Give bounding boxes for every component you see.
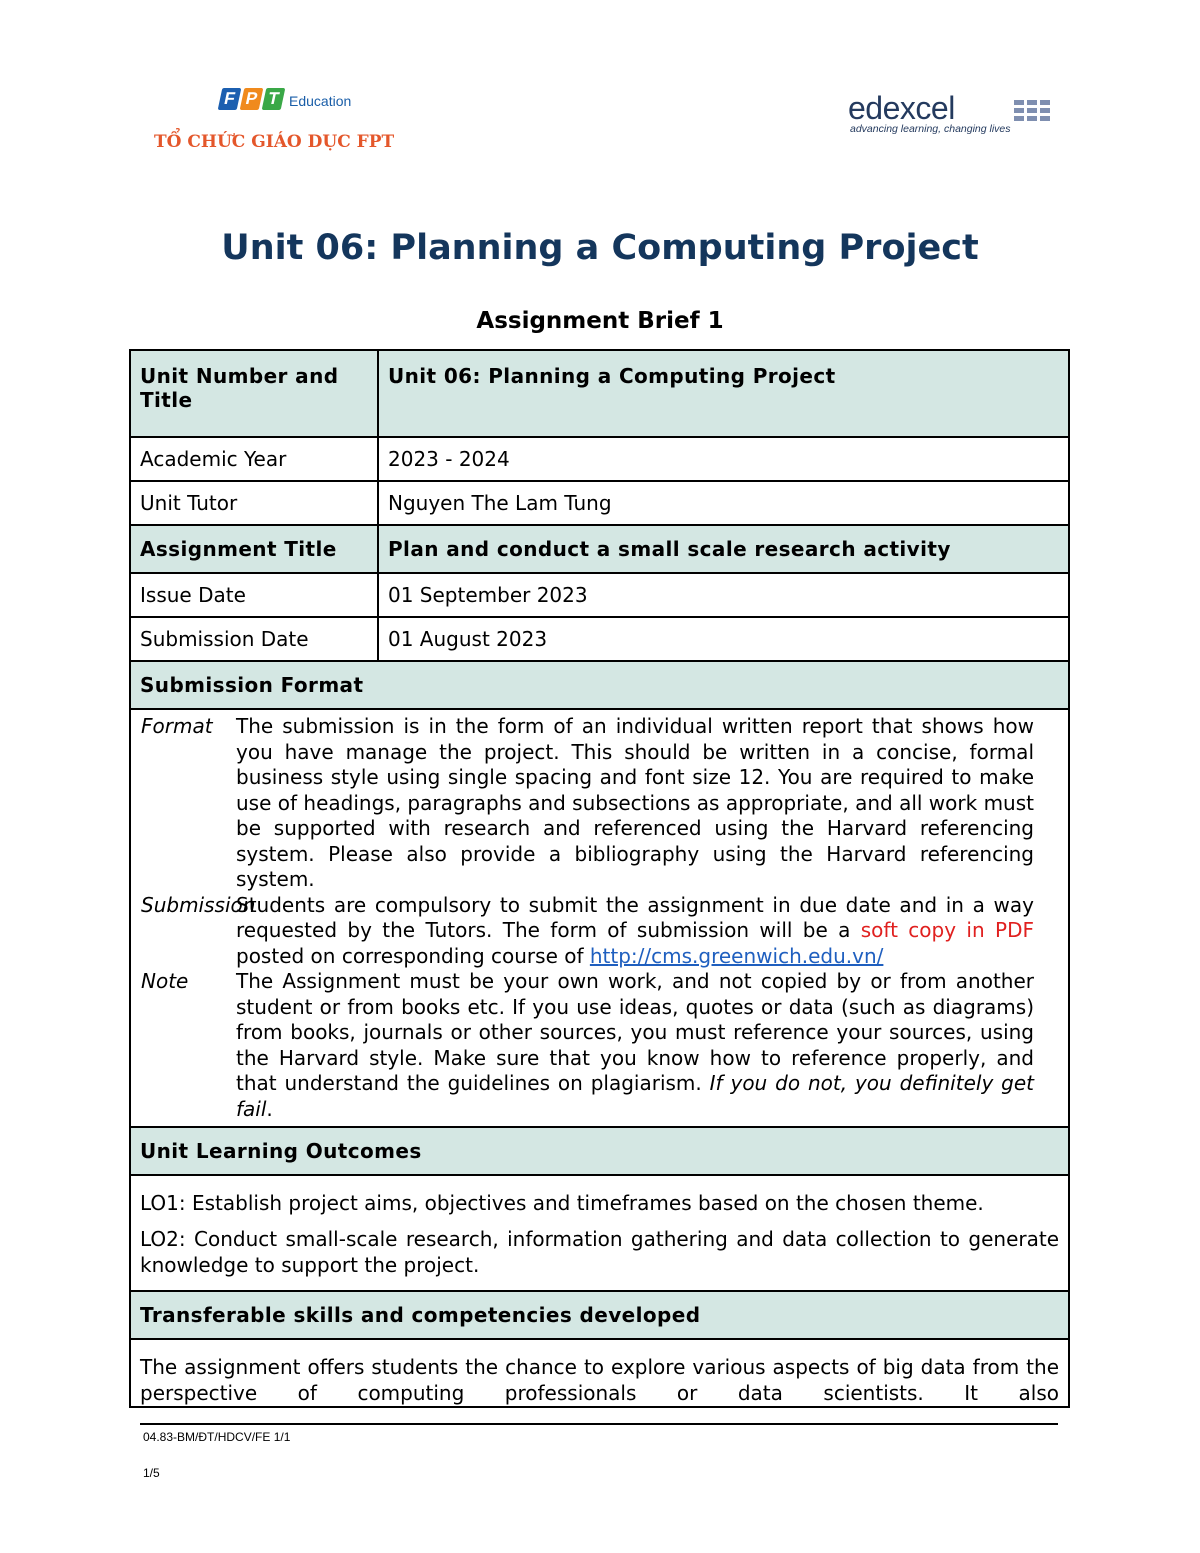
edexcel-wordmark: edexcel [848, 90, 955, 126]
submission-date-label: Submission Date [130, 617, 378, 661]
table-row [130, 481, 1069, 525]
footer-divider [140, 1423, 1058, 1425]
submission-label: Submission [141, 892, 256, 917]
fpt-mark [220, 88, 283, 110]
fpt-letter-p: P [240, 88, 264, 110]
unit-tutor-label: Unit Tutor [130, 481, 378, 525]
fpt-education-logo [152, 88, 432, 158]
table-row [130, 709, 1069, 1127]
academic-year-label: Academic Year [130, 437, 378, 481]
transferable-skills-header: Transferable skills and competencies developed [130, 1291, 1069, 1339]
fpt-letter-f: F [218, 88, 242, 110]
submission-text [236, 893, 1034, 970]
submission-text-part-2: posted on corresponding course of [236, 943, 590, 968]
submission-format-body [131, 710, 1068, 1126]
format-text: The submission is in the form of an individual written report that shows how you have manage the project. This should be written in a concise, formal business style using single spacing and font size 12. You are required to make use of headings, paragraphs and subsections as appropriate, and all work must be supported with research and referenced using the Harvard referencing system. Please also provide a bibliography using the Harvard referencing system. [236, 714, 1034, 891]
learning-outcomes-cell [130, 1175, 1069, 1291]
unit-value: Unit 06: Planning a Computing Project [378, 350, 1069, 437]
assignment-title-value: Plan and conduct a small scale research activity [378, 525, 1069, 573]
note-text [236, 969, 1034, 1122]
note-row [141, 969, 1068, 1122]
note-text-body: The Assignment must be your own work, and not copied by or from another student or from books etc. If you use ideas, quotes or data (such as diagrams) from books, journals or other sources, you must reference your sources, using the Harvard style. Make sure that you know how to reference properly, and that understand the guidelines on plagiarism. [236, 969, 1034, 1095]
table-row [130, 1291, 1069, 1339]
table-row [130, 661, 1069, 709]
submission-format-cell [130, 709, 1069, 1127]
table-row [130, 617, 1069, 661]
fpt-organization-name: TỔ CHỨC GIÁO DỤC FPT [154, 132, 395, 152]
assignment-title-label: Assignment Title [130, 525, 378, 573]
edexcel-logo [848, 90, 1058, 144]
assignment-brief-title: Assignment Brief 1 [476, 308, 724, 334]
learning-outcome-1: LO1: Establish project aims, objectives and timeframes based on the chosen theme. [140, 1191, 984, 1215]
fpt-education-word: Education [289, 93, 352, 109]
format-row [141, 714, 1068, 893]
note-end: . [266, 1096, 273, 1121]
table-row [130, 437, 1069, 481]
submission-date-value: 01 August 2023 [378, 617, 1069, 661]
document-code: 04.83-BM/ĐT/HDCV/FE 1/1 [143, 1430, 291, 1444]
table-row [130, 573, 1069, 617]
issue-date-value: 01 September 2023 [378, 573, 1069, 617]
table-row [130, 525, 1069, 573]
cms-link[interactable]: http://cms.greenwich.edu.vn/ [589, 943, 884, 968]
note-warning: If you do not, you definitely get fail [236, 1071, 1035, 1121]
academic-year-value: 2023 - 2024 [378, 437, 1069, 481]
unit-label: Unit Number and Title [130, 350, 378, 437]
page-number: 1/5 [143, 1466, 160, 1480]
submission-row [141, 893, 1068, 970]
table-row [130, 1127, 1069, 1175]
table-row [130, 1175, 1069, 1291]
transferable-skills-text: The assignment offers students the chance to explore various aspects of big data from the perspective of computing professionals or data scientists. It also [130, 1339, 1069, 1407]
submission-text-part-1: Students are compulsory to submit the assignment in due date and in a way requested by the Tutors. The form of submission will be a [236, 892, 1034, 942]
page-title: Unit 06: Planning a Computing Project [221, 228, 979, 268]
learning-outcome-2: LO2: Conduct small-scale research, information gathering and data collection to generate knowledge to support the project. [140, 1227, 1059, 1277]
table-row [130, 1339, 1069, 1407]
submission-format-header: Submission Format [130, 661, 1069, 709]
assignment-brief-table [129, 349, 1070, 1408]
edexcel-grid-icon [1014, 100, 1052, 122]
learning-outcomes-header: Unit Learning Outcomes [130, 1127, 1069, 1175]
table-row [130, 350, 1069, 437]
edexcel-tagline: advancing learning, changing lives [850, 123, 1011, 135]
issue-date-label: Issue Date [130, 573, 378, 617]
fpt-letter-t: T [262, 88, 286, 110]
unit-tutor-value: Nguyen The Lam Tung [378, 481, 1069, 525]
soft-copy-highlight: soft copy in PDF [860, 918, 1034, 942]
note-label: Note [141, 969, 189, 993]
format-label: Format [141, 714, 213, 738]
